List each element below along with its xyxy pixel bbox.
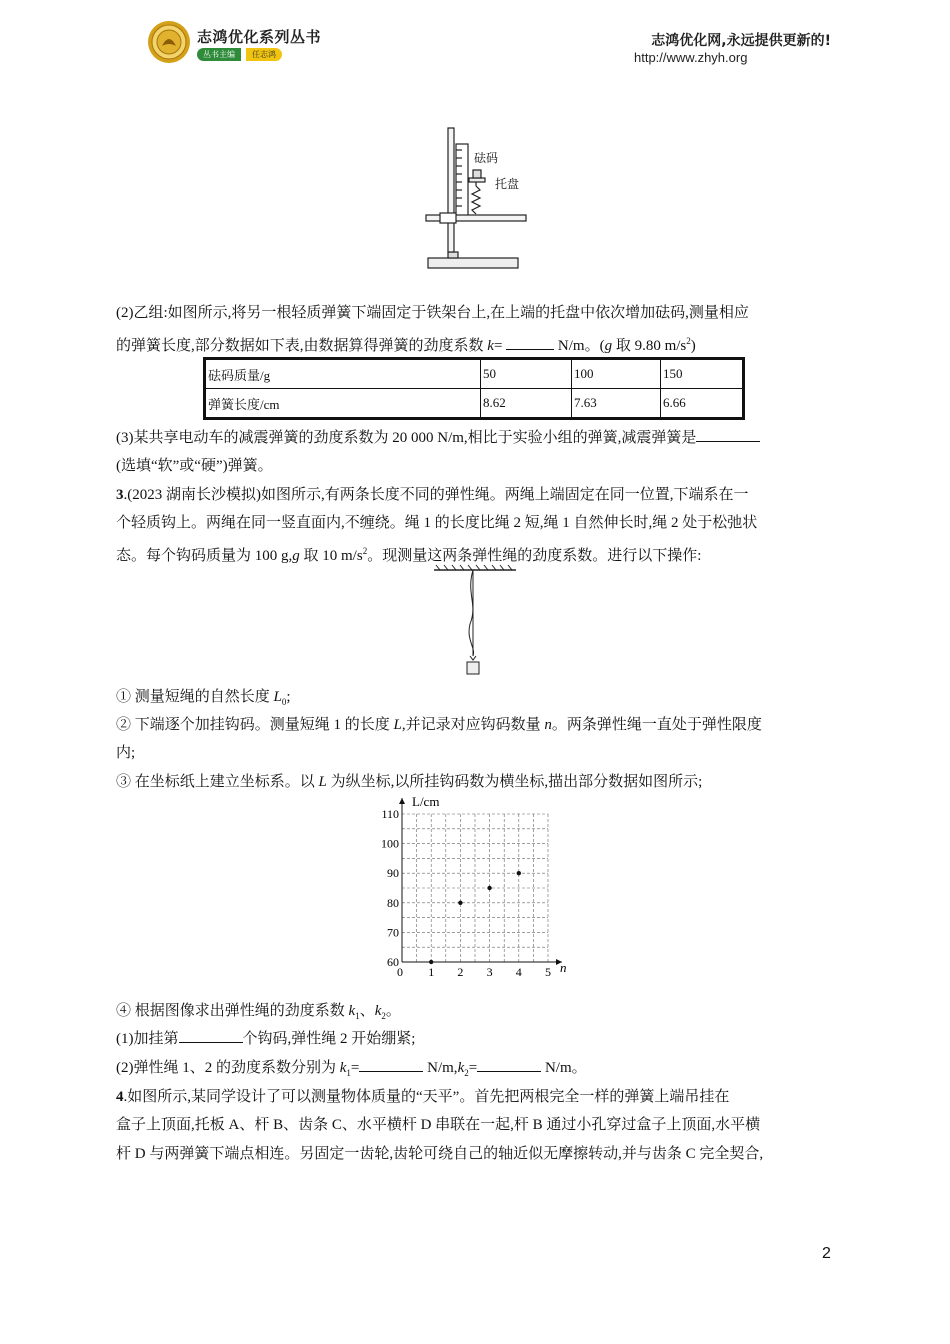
y-tick-label: 80	[387, 895, 399, 910]
table-cell: 150	[661, 359, 744, 389]
length-vs-count-chart	[370, 792, 580, 982]
y-tick-label: 90	[387, 866, 399, 881]
header-slogan: 志鸿优化网,永远提供更新的!	[651, 33, 831, 49]
data-point	[429, 960, 433, 964]
answer-blank-k1[interactable]	[359, 1055, 423, 1072]
step-1: ① 测量短绳的自然长度 $L_0$;	[116, 689, 291, 707]
chart-grid	[402, 814, 548, 962]
x-tick-label: 0	[397, 965, 403, 979]
table-row	[205, 389, 744, 419]
table-cell: 8.62	[481, 389, 572, 419]
x-tick-label: 5	[545, 965, 551, 979]
y-tick-label: 100	[381, 836, 399, 851]
x-tick-label: 1	[428, 965, 435, 979]
answer-blank-soft-hard[interactable]	[696, 425, 760, 442]
question-2-line2: 的弹簧长度,部分数据如下表,由数据算得弹簧的劲度系数 k= N/m。(g 取 9.80 $m/s^2$)	[116, 327, 836, 360]
brand-editor-label: 丛书主编	[197, 48, 241, 61]
chart-axes	[399, 798, 562, 965]
sub-question-2: (2)弹性绳 1、2 的劲度系数分别为 $k_1= N/m,k_2= N/m$。	[116, 1054, 836, 1087]
y-tick-label: 60	[387, 955, 399, 969]
data-point	[517, 871, 521, 875]
figure-label-weight: 砝码	[474, 151, 499, 165]
y-tick-label: 110	[381, 807, 399, 821]
step-4: ④ 根据图像求出弹性绳的劲度系数 $k_1$、$k_2$。	[116, 1003, 401, 1021]
problem-4-line1: 4.如图所示,某同学设计了可以测量物体质量的“天平”。首先把两根完全一样的弹簧上端吊挂在	[116, 1089, 730, 1105]
chart-y-ticks	[381, 807, 399, 969]
brand-title: 志鸿优化系列丛书	[197, 28, 322, 46]
page-number: 2	[822, 1245, 831, 1262]
figure-label-tray: 托盘	[495, 177, 520, 191]
x-tick-label: 4	[515, 965, 522, 979]
data-point	[458, 901, 462, 905]
answer-blank-n[interactable]	[179, 1026, 243, 1043]
question-3-line1: (3)某共享电动车的减震弹簧的劲度系数为 20 000 N/m,相比于实验小组的弹簧,减震弹簧是	[116, 424, 836, 452]
question-2-line1: (2)乙组:如图所示,将另一根轻质弹簧下端固定于铁架台上,在上端的托盘中依次增加砝码,测量相应	[116, 305, 749, 321]
problem-4-line3: 杆 D 与两弹簧下端点相连。另固定一齿轮,齿轮可绕自己的轴近似无摩擦转动,并与齿条 C 完全契合,	[116, 1146, 764, 1162]
header-url[interactable]: http://www.zhyh.org	[634, 50, 748, 65]
problem-3-line1: 3.(2023 湖南长沙模拟)如图所示,有两条长度不同的弹性绳。两绳上端固定在同一位置,下端系在一	[116, 487, 749, 503]
spring-stand-figure	[420, 122, 530, 277]
table-cell: 砝码质量/g	[205, 359, 481, 389]
question-3-line2: (选填“软”或“硬”)弹簧。	[116, 458, 273, 474]
step-3: ③ 在坐标纸上建立坐标系。以 L 为纵坐标,以所挂钩码数为横坐标,描出部分数据如图所示;	[116, 774, 703, 790]
data-point	[487, 886, 491, 890]
table-row	[205, 359, 744, 389]
table-cell: 100	[572, 359, 661, 389]
problem-3-line3: 态。每个钩码质量为 100 g,g 取 10 $m/s^2$。现测量这两条弹性绳的劲度系数。进行以下操作:	[116, 546, 702, 564]
step-2-line1: ② 下端逐个加挂钩码。测量短绳 1 的长度 L,并记录对应钩码数量 n。两条弹性绳一直处于弹性限度	[116, 717, 762, 733]
table-cell: 50	[481, 359, 572, 389]
chart-x-ticks	[397, 965, 551, 979]
brand-seal-icon	[147, 20, 191, 64]
page-header	[0, 0, 950, 80]
answer-blank-k2[interactable]	[477, 1055, 541, 1072]
table-cell: 7.63	[572, 389, 661, 419]
y-axis-arrow-icon	[399, 798, 405, 804]
x-tick-label: 2	[457, 965, 464, 979]
problem-4-line2: 盒子上顶面,托板 A、杆 B、齿条 C、水平横杆 D 串联在一起,杆 B 通过小孔穿过盒子上顶面,水平横	[116, 1117, 761, 1133]
x-tick-label: 3	[486, 965, 493, 979]
step-2-line2: 内;	[116, 745, 136, 761]
answer-blank-k[interactable]	[506, 333, 554, 350]
sub-question-1: (1)加挂第 个钩码,弹性绳 2 开始绷紧;	[116, 1025, 836, 1053]
chart-x-label: n	[560, 960, 567, 975]
problem-3-line2: 个轻质钩上。两绳在同一竖直面内,不缠绕。绳 1 的长度比绳 2 短,绳 1 自然伸长时,绳 2 处于松弛状	[116, 515, 758, 531]
y-tick-label: 70	[387, 925, 399, 940]
table-cell: 弹簧长度/cm	[205, 389, 481, 419]
brand-editor-name: 任志鸿	[246, 48, 282, 61]
chart-y-label: L/cm	[412, 794, 440, 809]
data-table	[203, 357, 745, 420]
table-cell: 6.66	[661, 389, 744, 419]
elastic-rope-figure	[430, 564, 520, 680]
